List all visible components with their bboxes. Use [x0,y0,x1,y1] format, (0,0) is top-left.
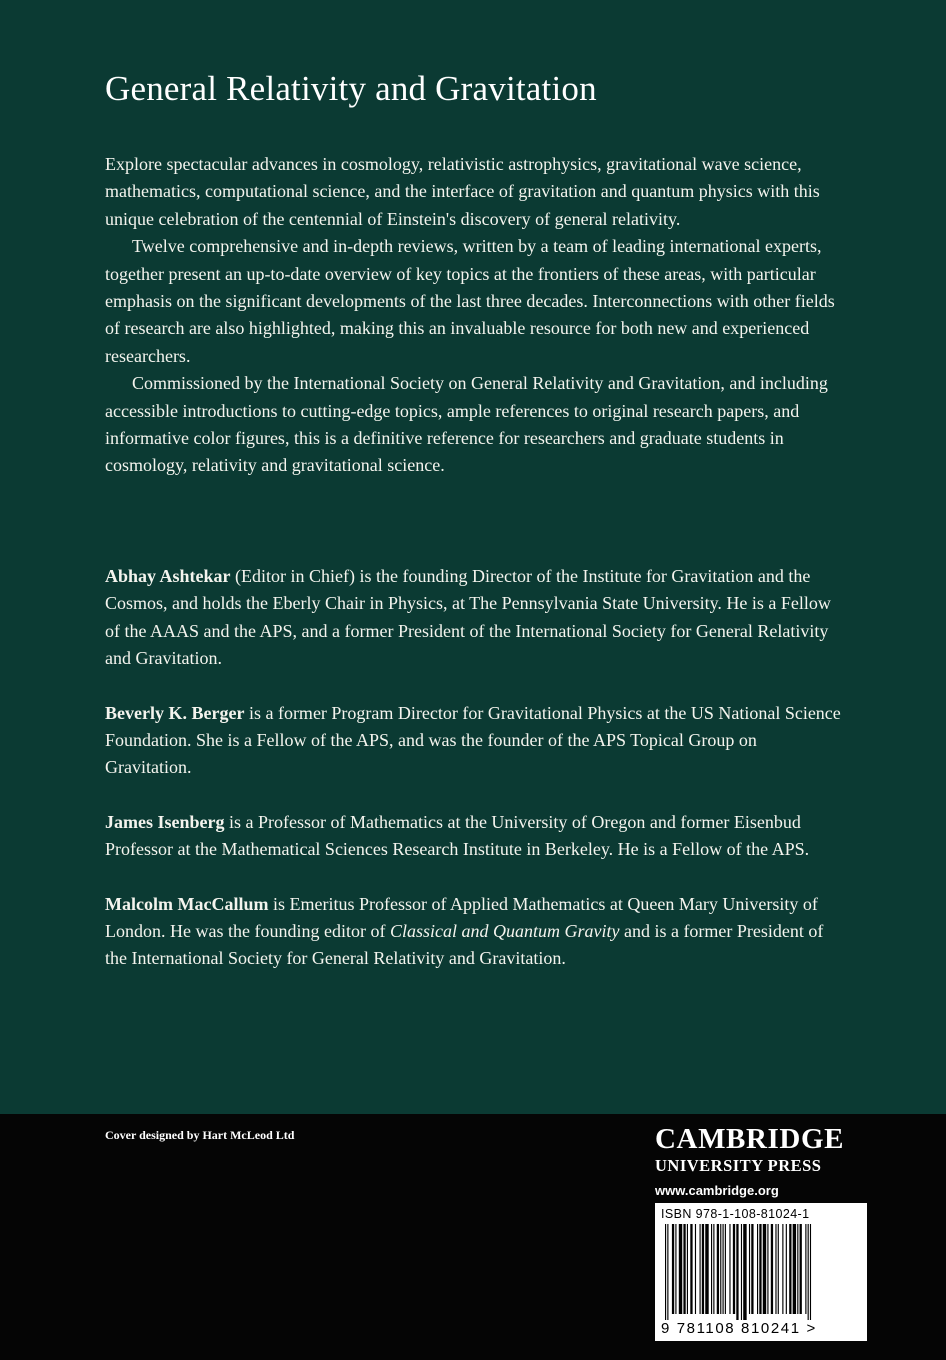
barcode-bar [675,1224,676,1314]
bio-text: is a Professor of Mathematics at the University of Oregon and former Eisenbud Professor at the Mathematical Sciences Research Institute in Berkeley. He is a Fellow of the APS. [105,811,810,860]
barcode-bar [789,1224,791,1314]
barcode-bar [808,1224,809,1320]
barcode-bar [763,1224,766,1314]
barcode-bar [687,1224,688,1314]
bio-text: is a former Program Director for Gravitational Physics at the US National Science Foundation. She is a Fellow of the APS, and was the founder of the APS Topical Group on Gravitation. [105,702,841,778]
barcode-bar [679,1224,682,1314]
bio-abhay-ashtekar [105,563,845,673]
barcode-bar [767,1224,768,1314]
barcode-bar [778,1224,779,1314]
bio-text-after: and is a former President of the International Society for General Relativity and Gravitation. [105,921,824,969]
barcode-bar [723,1224,724,1314]
barcode-bar [736,1224,738,1320]
barcode-bar [751,1224,753,1314]
bio-text: is Emeritus Professor of Applied Mathematics at Queen Mary University of London. He was the founding editor of [105,893,818,942]
barcode-bar [725,1224,726,1314]
barcode-bar [695,1224,696,1314]
publisher-press: UNIVERSITY PRESS [655,1156,822,1175]
barcode-bar [711,1224,712,1314]
barcode-digits: 9 781108 810241 > [661,1320,817,1337]
editor-biographies [105,563,845,1000]
barcode-bar [805,1224,806,1314]
description-paragraph-2: Twelve comprehensive and in-depth reviews, written by a team of leading international experts, together present an up-to-date overview of key topics at the frontiers of these areas, with particular emphasis on the significant developments of the last three decades. Interconnections with other fields of research are also highlighted, making this an invaluable resource for both new and experienced researchers. [105,236,835,366]
barcode-bar [700,1224,701,1314]
barcode-bar [667,1224,668,1320]
barcode-bar [672,1224,674,1314]
description-paragraph-3: Commissioned by the International Society on General Relativity and Gravitation, and including accessible introductions to cutting-edge topics, ample references to original research papers, and informative color figures, this is a definitive reference for researchers and graduate students in cosmology, relativity and gravitational science. [105,373,828,476]
barcode-bar [759,1224,761,1314]
bio-text: (Editor in Chief) is the founding Director of the Institute for Gravitation and the Cosmos, and holds the Eberly Chair in Physics, at The Pennsylvania State University. He is a Fellow of the AAAS and the APS, and a former President of the International Society for General Relativity and Gravitation. [105,566,831,669]
barcode-bar [810,1224,811,1320]
bio-name: James Isenberg [105,811,225,832]
barcode-bar [786,1224,787,1314]
barcode-bar [702,1224,704,1314]
barcode-bar [733,1224,735,1314]
barcode-bar [729,1224,730,1314]
barcode-bar [800,1224,802,1314]
barcode-bar [743,1224,746,1320]
barcode-bar [771,1224,773,1314]
publisher-url: www.cambridge.org [655,1183,779,1198]
barcode-bar [757,1224,758,1314]
journal-title: Classical and Quantum Gravity [389,921,620,942]
isbn-barcode [655,1203,867,1341]
isbn-label: ISBN 978-1-108-81024-1 [661,1207,810,1221]
bio-name: Beverly K. Berger [105,702,245,723]
barcode-bar [775,1224,776,1314]
book-description [105,151,845,480]
barcode-bar [717,1224,719,1314]
barcode-bar [797,1224,798,1314]
barcode-bar [665,1224,666,1320]
barcode-bar [690,1224,692,1314]
barcode-bar [713,1224,714,1314]
barcode-bar [782,1224,783,1314]
barcode-bar [683,1224,685,1314]
bio-name: Abhay Ashtekar [105,566,231,586]
bio-james-isenberg [105,809,845,864]
barcode-bars [661,1224,861,1320]
barcode-bar [749,1224,750,1314]
description-paragraph-1: Explore spectacular advances in cosmology, relativistic astrophysics, gravitational wave science, mathematics, computational science, and the interface of gravitation and quantum physics with this unique celebration of the centennial of Einstein's discovery of general relativity. [105,154,820,229]
barcode-bar [705,1224,708,1314]
cover-design-credit: Cover designed by Hart McLeod Ltd [105,1128,295,1142]
barcode-bar [720,1224,721,1314]
barcode-bar [793,1224,796,1314]
publisher-logo [655,1122,869,1200]
bio-name: Malcolm MacCallum [105,893,269,914]
bio-malcolm-maccallum [105,891,845,973]
bio-beverly-berger [105,700,845,782]
back-cover-footer [0,1114,946,1360]
book-title: General Relativity and Gravitation [105,69,597,108]
publisher-name: CAMBRIDGE [655,1123,845,1155]
barcode-bar [741,1224,742,1320]
